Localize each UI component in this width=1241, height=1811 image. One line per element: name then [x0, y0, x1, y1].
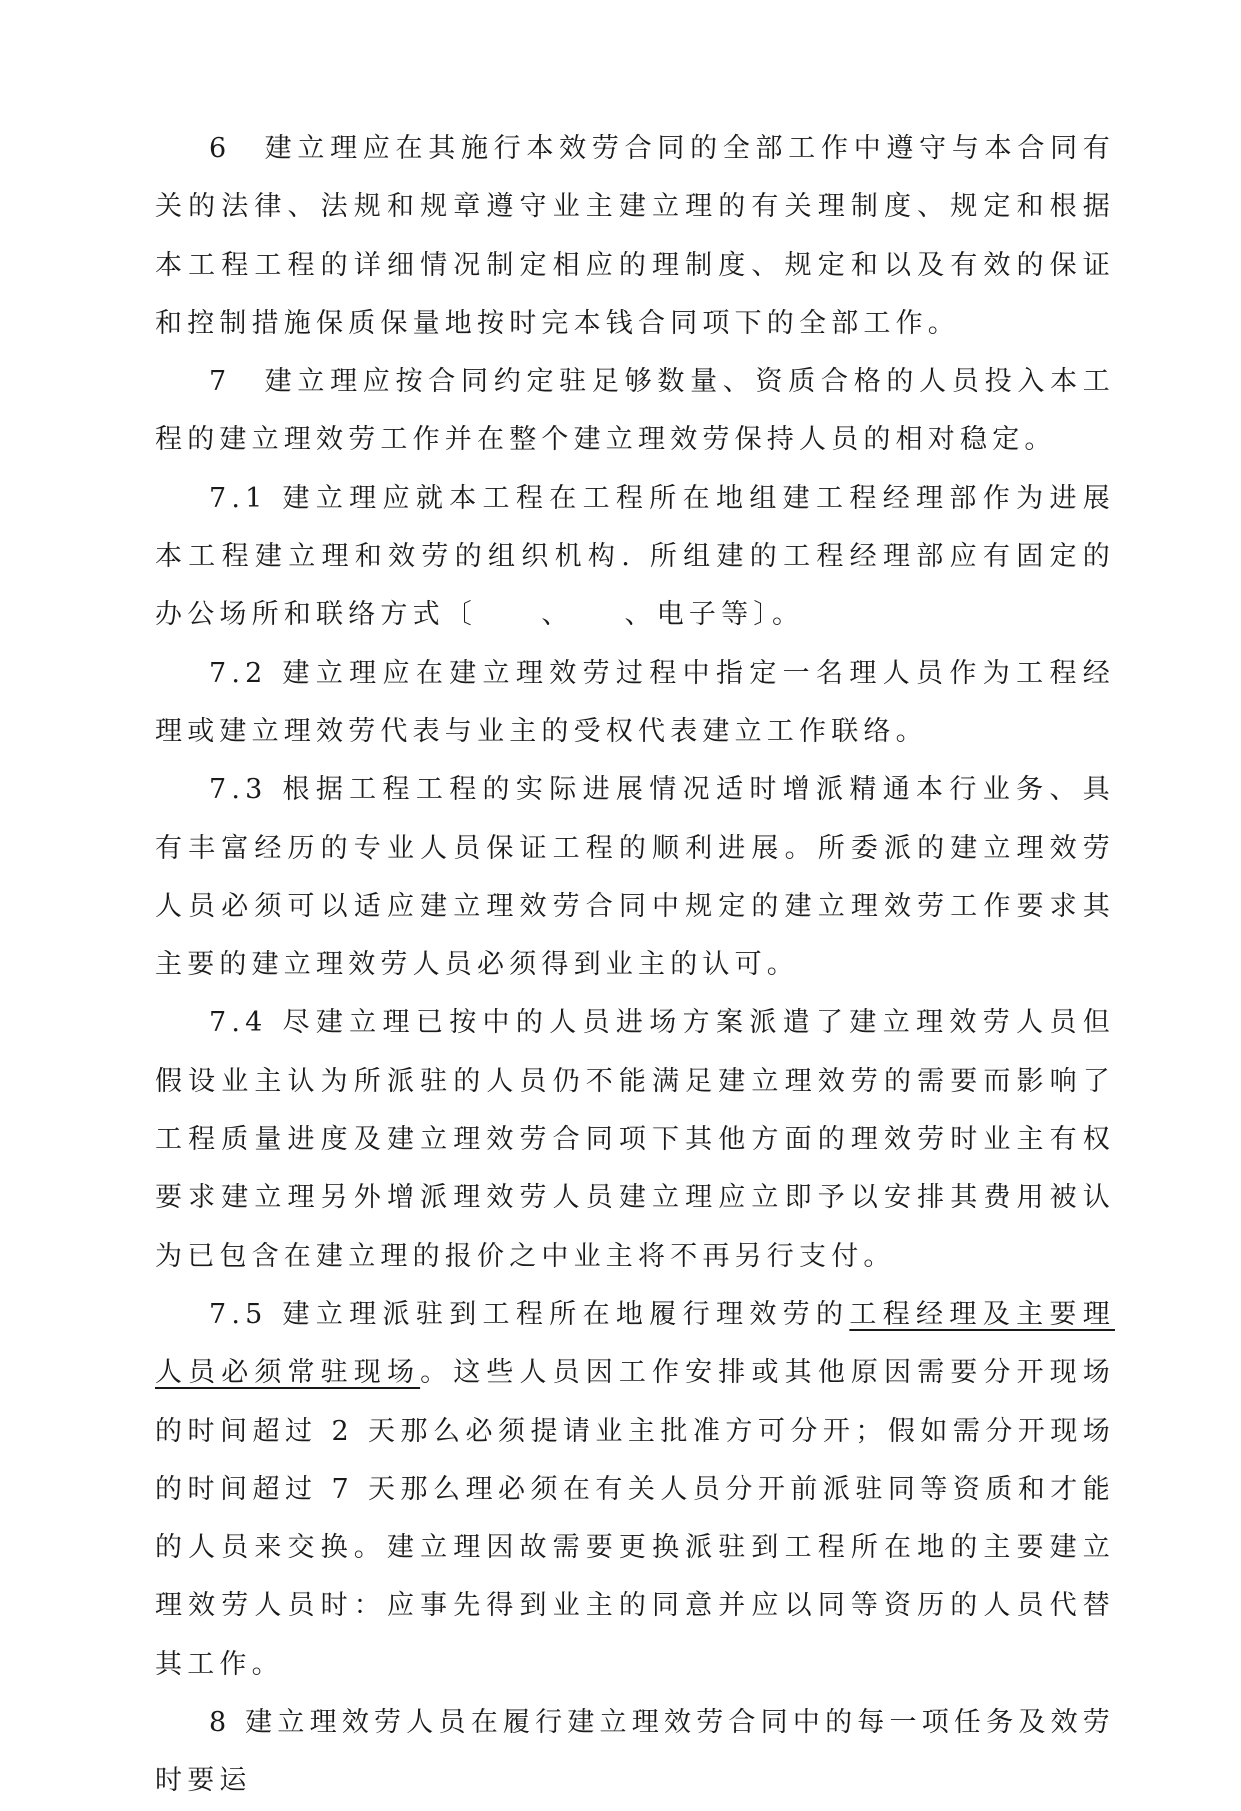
paragraph-7-5-lead: 7.5 建立理派驻到工程所在地履行理效劳的	[209, 1298, 850, 1330]
paragraph-7-1: 7.1 建立理应就本工程在工程所在地组建工程经理部作为进展本工程建立理和效劳的组织机构. 所组建的工程经理部应有固定的办公场所和联络方式〔 、 、电子等〕。	[155, 482, 1115, 631]
body-text	[155, 120, 1115, 1811]
underlined-requirement: 工程经理及主要理人员必须常驻现场	[155, 1298, 1115, 1389]
paragraph-7-3: 7.3 根据工程工程的实际进展情况适时增派精通本行业务、具有丰富经历的专业人员保证工程的顺利进展。所委派的建立理效劳人员必须可以适应建立理效劳合同中规定的建立理效劳工作要求其主要的建立理效劳人员必须得到业主的认可。	[155, 774, 1115, 981]
paragraph-6: 6 建立理应在其施行本效劳合同的全部工作中遵守与本合同有关的法律、法规和规章遵守业主建立理的有关理制度、规定和根据本工程工程的详细情况制定相应的理制度、规定和以及有效的保证和控制措施保质保量地按时完本钱合同项下的全部工作。	[155, 133, 1115, 339]
paragraph-7-5	[155, 1286, 1115, 1694]
paragraph-7-5-rest: 。这些人员因工作安排或其他原因需要分开现场的时间超过 2 天那么必须提请业主批准方可分开；假如需分开现场的时间超过 7 天那么理必须在有关人员分开前派驻同等资质和才能的人员来交换。建立理因故需要更换派驻到工程所在地的主要建立理效劳人员时：应事先得到业主的同意并应以同等资历的人员代替其工作。	[155, 1357, 1115, 1680]
paragraph-7: 7 建立理应按合同约定驻足够数量、资质合格的人员投入本工程的建立理效劳工作并在整个建立理效劳保持人员的相对稳定。	[155, 366, 1115, 456]
paragraph-8: 8 建立理效劳人员在履行建立理效劳合同中的每一项任务及效劳时要运	[155, 1707, 1115, 1797]
paragraph-7-2: 7.2 建立理应在建立理效劳过程中指定一名理人员作为工程经理或建立理效劳代表与业主的受权代表建立工作联络。	[155, 657, 1115, 747]
paragraph-7-4: 7.4 尽建立理已按中的人员进场方案派遣了建立理效劳人员但假设业主认为所派驻的人员仍不能满足建立理效劳的需要而影响了工程质量进度及建立理效劳合同项下其他方面的理效劳时业主有权要求建立理另外增派理效劳人员建立理应立即予以安排其费用被认为已包含在建立理的报价之中业主将不再另行支付。	[155, 1007, 1115, 1272]
